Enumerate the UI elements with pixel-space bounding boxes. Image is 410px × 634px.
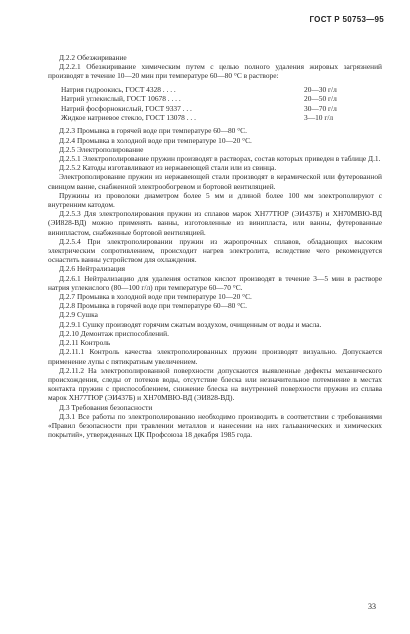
section-heading: Д.2.5 Электрополирование	[59, 144, 144, 154]
section-heading: Д.2.9 Сушка	[59, 310, 98, 320]
section-heading: Д.2.11 Контроль	[59, 338, 111, 348]
section-heading: Д.2.10 Демонтаж приспособлений.	[59, 328, 169, 338]
section-heading: Д.2.7 Промывка в холодной воде при температуре 10—20 °С.	[59, 292, 252, 302]
chemical-concentration: 20—30 г/л	[304, 85, 337, 95]
paragraph: Д.2.5.1 Электрополирование пружин производят в растворах, состав которых приведен в таблице Д.1.	[59, 154, 381, 164]
paragraph: Д.2.5.3 Для электрополирования пружин из сплавов марок ХН77ТЮР (ЭИ437Б) и ХН70МВЮ-ВД (ЭИ828-ВД) можно применять ванны, изготовленные из винипласта, или ванны, футерованные винипластом, снабженные бортовой вентиляцией.	[48, 209, 382, 237]
page-number: 33	[368, 602, 376, 611]
document-body	[48, 53, 382, 439]
paragraph: Д.2.11.1 Контроль качества электрополированных пружин производят визуально. Допускается применение лупы с пятикратным увеличением.	[48, 347, 382, 366]
chemical-name: Натрий фосфорнокислый, ГОСТ 9337 . . .	[61, 103, 192, 113]
chemical-name: Натрия гидроокись, ГОСТ 4328 . . . .	[61, 85, 176, 95]
section-heading: Д.2.6 Нейтрализация	[59, 264, 126, 274]
paragraph: Д.2.11.2 На электрополированной поверхности допускаются выявленные дефекты механического происхождения, следы от потеков воды, отсутствие блеска или незначительное потемнение в местах контакта пружин с приспособлением, снижение блеска на внутренней поверхности пружин из сплава марок ХН77ТЮР (ЭИ437Б) и ХН70МВЮ-ВД (ЭИ828-ВД).	[48, 365, 382, 403]
paragraph: Пружины из проволоки диаметром более 5 мм и длиной более 100 мм электрополируют с внутренним катодом.	[48, 190, 382, 210]
paragraph: Д.2.5.4 При электрополировании пружин из жаропрочных сплавов, обладающих высоким электрическим сопротивлением, происходит нагрев электролита, вследствие чего рекомендуется оснастить ванны устройством для охлаждения.	[48, 236, 382, 265]
chemical-row	[48, 94, 348, 103]
section-heading: Д.2.8 Промывка в горячей воде при температуре 60—80 °С.	[59, 301, 247, 311]
chemical-concentration: 30—70 г/л	[304, 103, 337, 113]
section-heading: Д.2.2 Обезжиривание	[59, 53, 127, 62]
chemical-row	[48, 113, 348, 122]
chemical-concentration: 3—10 г/л	[304, 112, 334, 122]
chemical-name: Жидкое натриевое стекло, ГОСТ 13078 . . .	[61, 112, 196, 122]
chemical-row	[48, 85, 348, 94]
chemical-name: Натрий углекислый, ГОСТ 10678 . . . .	[61, 94, 181, 104]
paragraph: Д.2.9.1 Сушку производят горячим сжатым воздухом, очищенным от воды и масла.	[59, 319, 322, 329]
section-heading: Д.3 Требования безопасности	[59, 402, 153, 412]
paragraph: Д.3.1 Все работы по электрополированию необходимо производить в соответствии с требованиями «Правил безопасности при травлении металлов и нанесении на них гальванических и химических покрытий», утвержденных ЦК Профсоюза 18 декабря 1985 года.	[48, 411, 382, 440]
chemical-concentration: 20—50 г/л	[304, 94, 337, 104]
paragraph: Электрополирование пружин из нержавеющей стали производят в керамической или футерованной свинцом ванне, снабженной электрообогревом и бортовой вентиляцией.	[48, 172, 382, 191]
paragraph: Д.2.2.1 Обезжиривание химическим путем с целью полного удаления жировых загрязнений производят в течение 10—20 мин при температуре 60—80 °С в растворе:	[48, 62, 382, 81]
section-heading: Д.2.3 Промывка в горячей воде при температуре 60—80 °С.	[59, 126, 247, 136]
section-heading: Д.2.4 Промывка в холодной воде при температуре 10—20 °С.	[59, 135, 252, 145]
paragraph: Д.2.5.2 Катоды изготавливают из нержавеющей стали или из свинца.	[59, 163, 277, 173]
chemical-row	[48, 104, 348, 113]
page-header: ГОСТ Р 50753—95	[309, 15, 384, 24]
paragraph: Д.2.6.1 Нейтрализацию для удаления остатков кислот производят в течение 3—5 мин в растворе натрия углекислого (80—100 г/л) при температуре 60—70 °С.	[48, 273, 382, 292]
